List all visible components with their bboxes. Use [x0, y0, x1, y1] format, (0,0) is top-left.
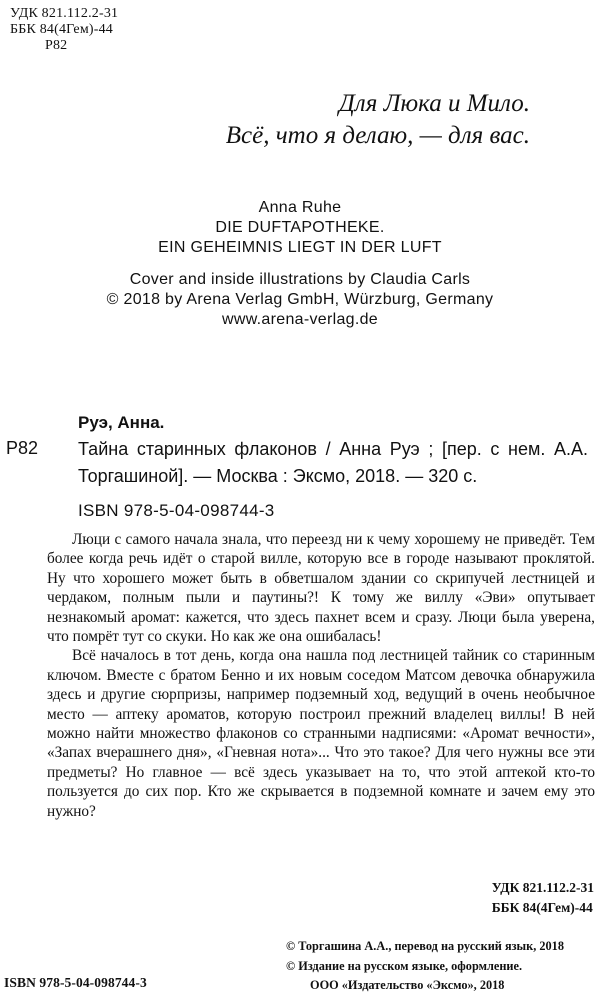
codes-right	[492, 878, 594, 918]
bib-description: Тайна старинных флаконов / Анна Руэ ; [пер. с нем. А.А. Торгашиной]. — Москва : Эксмо, 2018. — 320 с.	[78, 439, 588, 486]
copyright-line-1: © Торгашина А.А., перевод на русский язык, 2018	[286, 939, 564, 953]
illustrations-credit: Cover and inside illustrations by Claudia Carls	[129, 271, 471, 288]
copyright-line-2: © Издание на русском языке, оформление.	[286, 958, 523, 973]
dedication-line-1: Для Люка и Мило.	[338, 90, 530, 117]
dedication-line-2: Всё, что я делаю, — для вас.	[225, 122, 530, 149]
original-title-line-2: EIN GEHEIMNIS LIEGT IN DER LUFT	[158, 239, 442, 256]
original-title-line-1: DIE DUFTAPOTHEKE.	[215, 219, 385, 236]
original-copyright: © 2018 by Arena Verlag GmbH, Würzburg, Germany	[106, 291, 494, 308]
classification-block	[10, 6, 118, 54]
udk-code: УДК 821.112.2-31	[10, 6, 119, 21]
bib-author-sign: Р82	[6, 438, 39, 458]
annotation-paragraph-1: Люци с самого начала знала, что переезд ни к чему хорошему не приведёт. Тем более когда речь идёт о старой вилле, которую все в городе называют проклятой. Ну что хорошего может быть в обветшалом здании со скрипучей лестницей и чердаком, полным пыли и паутины?! К тому же виллу «Эви» опутывает незнакомый аромат: кажется, что здесь пахнет всем и сразу. Люци была уверена, что помрёт тут со скуки. Но как же она ошибалась!	[47, 531, 595, 646]
annotation	[47, 530, 595, 821]
original-edition-info	[40, 198, 560, 330]
publisher-website: www.arena-verlag.de	[222, 311, 378, 328]
bib-author: Руэ, Анна.	[78, 413, 165, 432]
dedication	[60, 88, 530, 152]
bib-isbn: ISBN 978-5-04-098744-3	[78, 501, 275, 520]
annotation-paragraph-2: Всё началось в тот день, когда она нашла под лестницей тайник со старинным ключом. Вместе с братом Бенно и их новым соседом Матсом девочка обнаружила здесь и другие сюрпризы, например подземный ход, ведущий в очень необычное место — аптеку ароматов, которую построил прежний владелец виллы! В ней можно найти множество флаконов со странными надписями: «Аромат вечности», «Запах вчерашнего дня», «Гневная нота»... Что это такое? Для чего нужны все эти предметы? Но главное — всё здесь указывает на то, что этой аптекой кто-то пользуется до сих пор. Кто же скрывается в подземной комнате и зачем ему это нужно?	[47, 647, 595, 820]
original-author: Anna Ruhe	[258, 199, 342, 216]
author-sign: Р82	[45, 38, 68, 53]
bbk-code-right: ББК 84(4Гем)-44	[491, 900, 593, 915]
udk-code-right: УДК 821.112.2-31	[491, 880, 594, 895]
bbk-code: ББК 84(4Гем)-44	[10, 22, 114, 37]
copyright-notice	[286, 937, 564, 996]
copyright-line-3: ООО «Издательство «Эксмо», 2018	[310, 978, 505, 992]
isbn-bottom: ISBN 978-5-04-098744-3	[4, 975, 147, 990]
